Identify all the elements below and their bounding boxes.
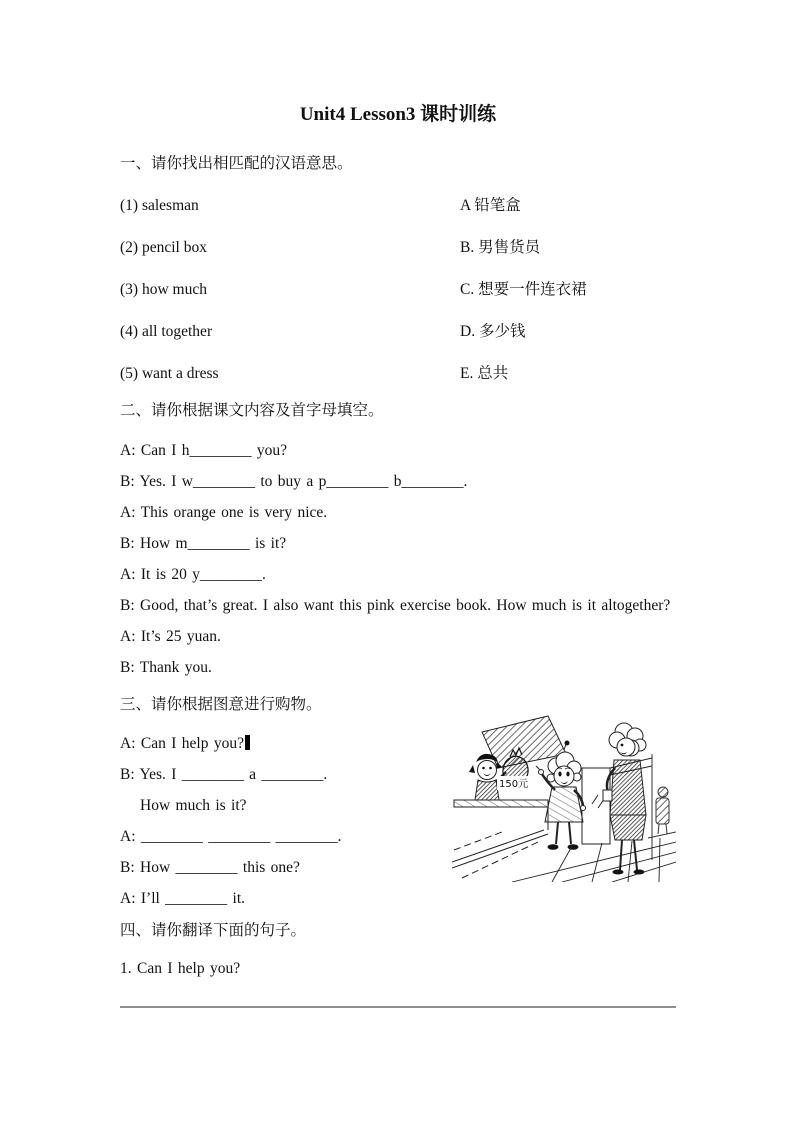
background-shelf bbox=[648, 754, 676, 860]
match-row bbox=[120, 279, 676, 321]
answer-writing-line bbox=[120, 1006, 676, 1008]
match-row bbox=[120, 195, 676, 237]
price-tag-label: 150元 bbox=[499, 779, 529, 790]
match-row bbox=[120, 363, 676, 405]
saleswoman-figure bbox=[603, 723, 646, 875]
match-english-term: (1) salesman bbox=[120, 197, 199, 214]
dialogue-line: B: Yes. I w________ to buy a p________ b________. bbox=[120, 473, 468, 490]
match-english-term: (2) pencil box bbox=[120, 239, 207, 256]
floor-grid bbox=[512, 838, 676, 882]
dialogue-line: B: How m________ is it? bbox=[120, 535, 287, 552]
section2-heading: 二、请你根据课文内容及首字母填空。 bbox=[120, 402, 384, 419]
dialogue-line: A: ________ ________ ________. bbox=[120, 828, 342, 845]
shopping-scene-illustration bbox=[452, 710, 676, 882]
dialogue-line: B: Yes. I ________ a ________. bbox=[120, 766, 328, 783]
match-chinese-option: E. 总共 bbox=[460, 365, 509, 382]
match-english-term: (5) want a dress bbox=[120, 365, 219, 382]
dialogue-line: B: Thank you. bbox=[120, 659, 212, 676]
dialogue-line: A: Can I h________ you? bbox=[120, 442, 288, 459]
matching-exercise bbox=[120, 195, 676, 405]
dialogue-line: How much is it? bbox=[140, 797, 247, 814]
dialogue-text: A: Can I help you? bbox=[120, 735, 244, 752]
dialogue-line: A: It’s 25 yuan. bbox=[120, 628, 221, 645]
background-figure bbox=[658, 787, 668, 797]
match-row bbox=[120, 237, 676, 279]
match-chinese-option: A 铅笔盒 bbox=[460, 197, 521, 214]
match-chinese-option: D. 多少钱 bbox=[460, 323, 526, 340]
section4-heading: 四、请你翻译下面的句子。 bbox=[120, 922, 307, 939]
match-chinese-option: C. 想要一件连衣裙 bbox=[460, 281, 587, 298]
dialogue-line: A: This orange one is very nice. bbox=[120, 504, 328, 521]
text-cursor bbox=[245, 735, 250, 750]
dialogue-line: B: Good, that’s great. I also want this pink exercise book. How much is it altogether? bbox=[120, 597, 671, 614]
dialogue-line: B: How ________ this one? bbox=[120, 859, 300, 876]
match-english-term: (3) how much bbox=[120, 281, 207, 298]
dialogue-line: A: I’ll ________ it. bbox=[120, 890, 246, 907]
match-english-term: (4) all together bbox=[120, 323, 213, 340]
translation-sentence: 1. Can I help you? bbox=[120, 960, 241, 977]
section1-heading: 一、请你找出相匹配的汉语意思。 bbox=[120, 155, 353, 172]
page-title: Unit4 Lesson3 课时训练 bbox=[299, 104, 497, 125]
dialogue-line: A: It is 20 y________. bbox=[120, 566, 266, 583]
match-row bbox=[120, 321, 676, 363]
section3-heading: 三、请你根据图意进行购物。 bbox=[120, 696, 322, 713]
match-chinese-option: B. 男售货员 bbox=[460, 239, 541, 256]
shop-counter bbox=[452, 800, 548, 878]
dialogue-fill-in bbox=[120, 440, 676, 678]
